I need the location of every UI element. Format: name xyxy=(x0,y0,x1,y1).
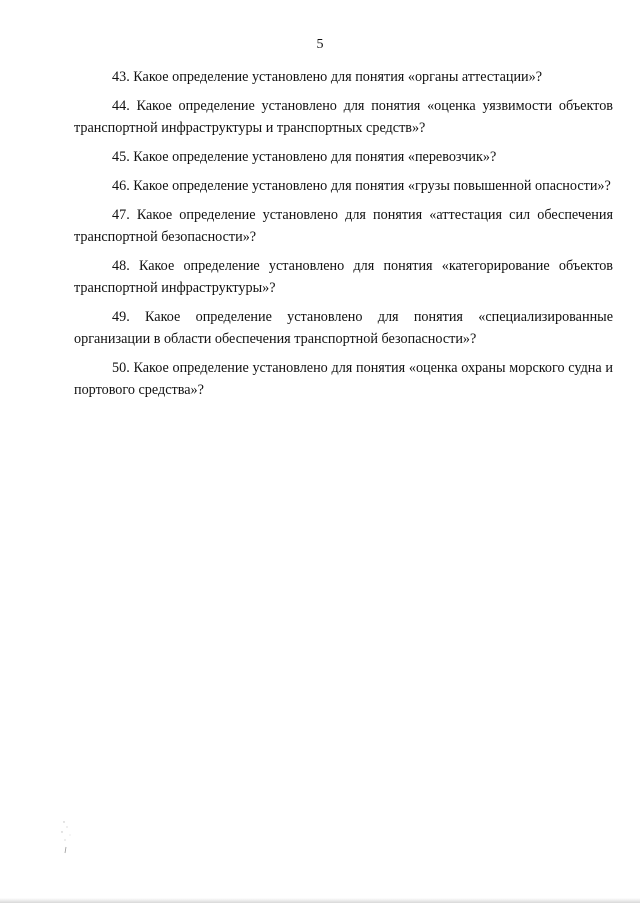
question-text: Какое определение установлено для понятия «оценка охраны морского судна и портового средства»? xyxy=(74,360,613,398)
question-number: 48. xyxy=(112,258,130,274)
question-50 xyxy=(74,357,613,401)
question-45 xyxy=(74,146,613,168)
question-44 xyxy=(74,95,613,139)
question-number: 50. xyxy=(112,360,130,376)
page-number: 5 xyxy=(316,37,324,52)
scan-specks xyxy=(58,818,88,858)
question-43 xyxy=(74,66,613,88)
question-48 xyxy=(74,255,613,299)
question-46 xyxy=(74,175,613,197)
question-number: 47. xyxy=(112,207,130,223)
question-text: Какое определение установлено для понятия «оценка уязвимости объектов транспортной инфраструктуры и транспортных средств»? xyxy=(74,98,613,136)
question-text: Какое определение установлено для понятия «перевозчик»? xyxy=(133,149,497,165)
question-number: 45. xyxy=(112,149,130,165)
question-number: 49. xyxy=(112,309,130,325)
question-list xyxy=(74,66,613,408)
question-49 xyxy=(74,306,613,350)
question-47 xyxy=(74,204,613,248)
question-text: Какое определение установлено для понятия «аттестация сил обеспечения транспортной безопасности»? xyxy=(74,207,613,245)
question-text: Какое определение установлено для понятия «грузы повышенной опасности»? xyxy=(133,178,611,194)
question-text: Какое определение установлено для понятия «органы аттестации»? xyxy=(133,69,543,85)
question-number: 44. xyxy=(112,98,130,114)
question-text: Какое определение установлено для понятия «категорирование объектов транспортной инфраструктуры»? xyxy=(74,258,613,296)
question-number: 46. xyxy=(112,178,130,194)
question-number: 43. xyxy=(112,69,130,85)
question-text: Какое определение установлено для понятия «специализированные организации в области обеспечения транспортной безопасности»? xyxy=(74,309,613,347)
scan-bottom-edge xyxy=(0,898,640,903)
